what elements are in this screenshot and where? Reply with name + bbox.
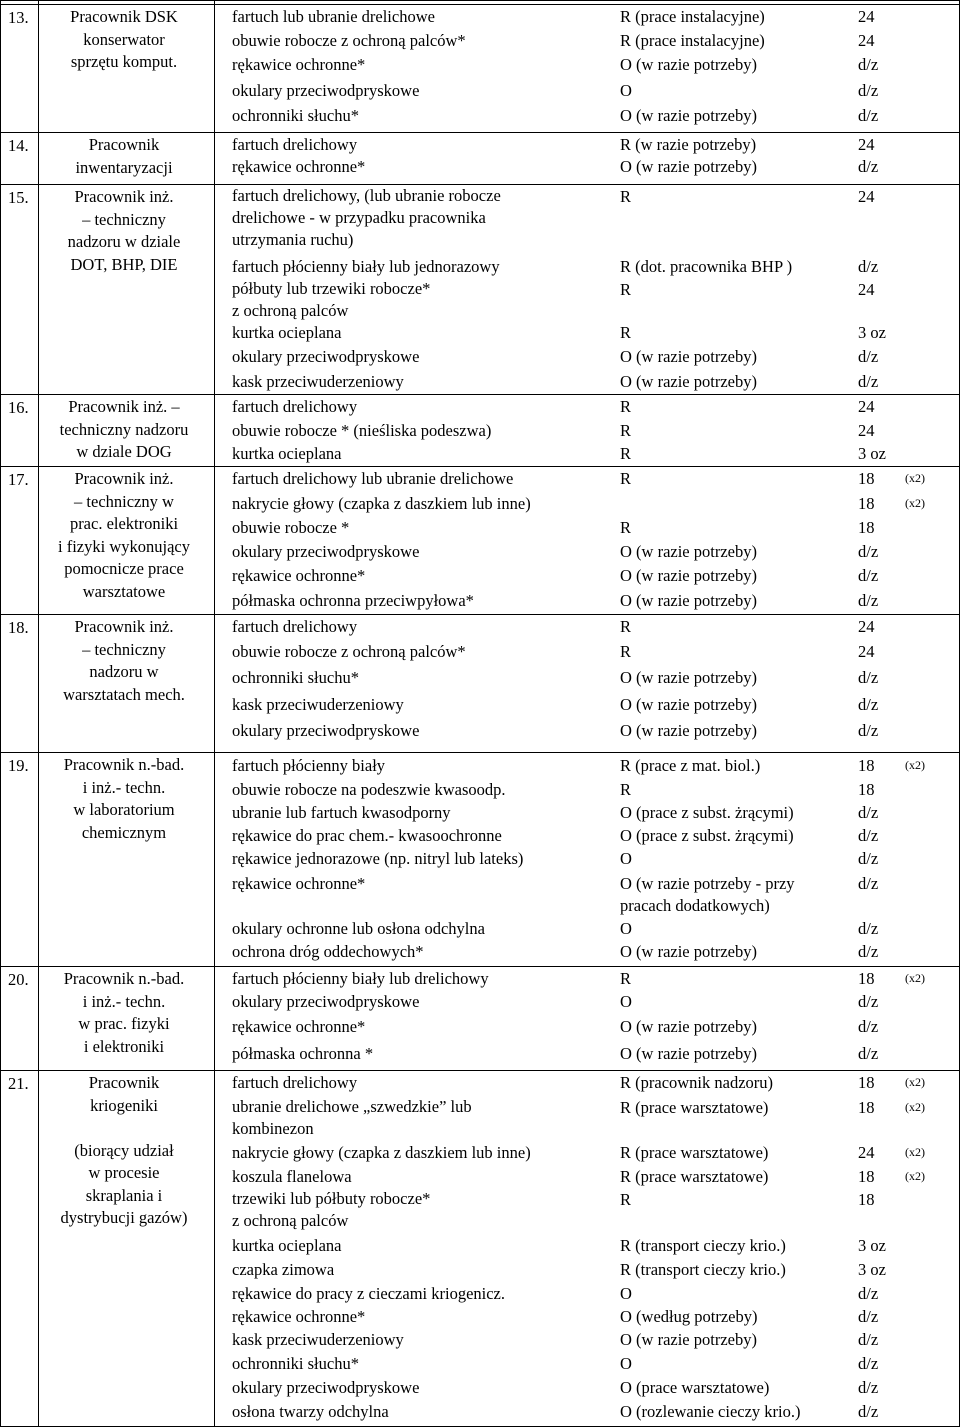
section-number: 20. xyxy=(8,970,29,989)
usage-note: O xyxy=(620,992,632,1011)
usage-note: O (prace z subst. żrącymi) xyxy=(620,803,794,822)
usage-period: 3 oz xyxy=(858,1236,886,1255)
equipment-item-line: fartuch lub ubranie drelichowe xyxy=(232,7,435,26)
equipment-item xyxy=(232,516,349,540)
equipment-item xyxy=(232,693,404,717)
section-divider xyxy=(0,752,960,753)
equipment-item-line: okulary przeciwodpryskowe xyxy=(232,81,420,100)
equipment-item-line: fartuch drelichowy xyxy=(232,135,358,154)
usage-note: O (w razie potrzeby) xyxy=(620,1044,757,1063)
column-divider xyxy=(0,0,1,1427)
usage-period: 24 xyxy=(858,7,875,26)
usage-period: 18 xyxy=(858,780,875,799)
usage-period: 3 oz xyxy=(858,1260,886,1279)
section-number: 19. xyxy=(8,756,29,775)
equipment-item xyxy=(232,442,342,466)
worker-position-line: prac. elektroniki xyxy=(69,514,179,533)
worker-position-line: skraplania i xyxy=(85,1185,163,1205)
equipment-item-line: obuwie robocze na podeszwie kwasoodp. xyxy=(232,780,506,799)
equipment-item-line: półmaska ochronna przeciwpyłowa* xyxy=(232,591,474,610)
equipment-item xyxy=(232,640,466,664)
equipment-item xyxy=(232,1188,430,1232)
equipment-item xyxy=(232,345,419,369)
equipment-item-line: fartuch drelichowy xyxy=(232,397,358,416)
usage-note: O xyxy=(620,849,632,868)
worker-position xyxy=(40,396,208,464)
equipment-item xyxy=(232,1141,531,1165)
usage-period: 24 xyxy=(858,31,875,50)
quantity-multiplier: (x2) xyxy=(905,1100,925,1114)
usage-note: O xyxy=(620,1284,632,1303)
usage-note: O (w razie potrzeby) xyxy=(620,591,757,610)
equipment-item xyxy=(232,1042,373,1066)
equipment-item-line: z ochroną palców xyxy=(232,1211,349,1230)
equipment-item-line: rękawice jednorazowe (np. nitryl lub lateks) xyxy=(232,849,524,868)
equipment-item xyxy=(232,1305,365,1329)
worker-position-line: w laboratorium xyxy=(73,800,175,819)
equipment-item xyxy=(232,1400,389,1424)
equipment-item-line: koszula flanelowa xyxy=(232,1167,352,1186)
section-divider xyxy=(0,4,960,5)
worker-position-line: pomocnicze prace xyxy=(64,559,184,578)
worker-position-line: i inż.- techn. xyxy=(82,777,166,797)
usage-period: d/z xyxy=(858,566,879,585)
equipment-item-line: rękawice ochronne* xyxy=(232,55,366,74)
equipment-item-line: fartuch płócienny biały lub jednorazowy xyxy=(232,257,500,276)
equipment-item-line: drelichowe - w przypadku pracownika xyxy=(232,208,486,227)
equipment-item-line: nakrycie głowy (czapka z daszkiem lub inne) xyxy=(232,494,531,513)
equipment-item-line: fartuch płócienny biały xyxy=(232,756,386,775)
equipment-item xyxy=(232,540,419,564)
worker-position-line: warsztatowe xyxy=(82,581,166,601)
equipment-item-line: rękawice ochronne* xyxy=(232,566,366,585)
worker-position xyxy=(40,134,208,179)
worker-position-line: chemicznym xyxy=(81,822,167,842)
worker-position-line: Pracownik xyxy=(88,135,160,154)
equipment-item xyxy=(232,467,513,491)
usage-period: 24 xyxy=(858,135,875,154)
usage-period: d/z xyxy=(858,55,879,74)
usage-note: R xyxy=(620,444,632,463)
usage-note: R (prace warsztatowe) xyxy=(620,1167,769,1186)
worker-position-line: konserwator xyxy=(83,29,165,49)
usage-note: O (w razie potrzeby) xyxy=(620,566,757,585)
usage-period: d/z xyxy=(858,81,879,100)
usage-period: d/z xyxy=(858,106,879,125)
usage-period: d/z xyxy=(858,919,879,938)
equipment-item xyxy=(232,940,424,964)
usage-note: O (w razie potrzeby) xyxy=(620,157,757,176)
usage-period: 18 xyxy=(858,969,875,988)
usage-note: R (prace instalacyjne) xyxy=(620,31,765,50)
equipment-item-line: obuwie robocze * xyxy=(232,518,350,537)
equipment-item xyxy=(232,872,365,896)
usage-note: O (rozlewanie cieczy krio.) xyxy=(620,1402,801,1421)
usage-period: d/z xyxy=(858,849,879,868)
usage-period: d/z xyxy=(858,591,879,610)
usage-note: O (w razie potrzeby) xyxy=(620,1330,757,1349)
equipment-item-line: obuwie robocze z ochroną palców* xyxy=(232,31,466,50)
usage-period: 24 xyxy=(858,1143,875,1162)
usage-period: 3 oz xyxy=(858,444,886,463)
usage-note: R xyxy=(620,969,632,988)
equipment-item-line: rękawice do prac chem.- kwasoochronne xyxy=(232,826,502,845)
usage-note: R xyxy=(620,1190,632,1209)
worker-position-line: Pracownik inż. – xyxy=(68,397,180,416)
equipment-item-line: ochronniki słuchu* xyxy=(232,668,359,687)
usage-note: R xyxy=(620,187,632,206)
usage-note: R xyxy=(620,469,632,488)
usage-period: d/z xyxy=(858,1284,879,1303)
equipment-item xyxy=(232,847,523,871)
equipment-item xyxy=(232,824,502,848)
equipment-item xyxy=(232,1376,419,1400)
equipment-item-line: trzewiki lub półbuty robocze* xyxy=(232,1189,431,1208)
usage-note: O (w razie potrzeby) xyxy=(620,1017,757,1036)
equipment-item-line: kask przeciwuderzeniowy xyxy=(232,695,404,714)
usage-period: d/z xyxy=(858,1307,879,1326)
worker-position-line: Pracownik n.-bad. xyxy=(63,969,185,988)
equipment-item xyxy=(232,917,485,941)
usage-period: d/z xyxy=(858,347,879,366)
section-number: 14. xyxy=(8,136,29,155)
worker-position-line: – techniczny xyxy=(82,639,166,659)
usage-period: d/z xyxy=(858,803,879,822)
column-divider xyxy=(38,0,39,1427)
usage-note: O xyxy=(620,919,632,938)
worker-position xyxy=(40,6,208,74)
equipment-item-line: rękawice ochronne* xyxy=(232,1017,366,1036)
usage-note: R xyxy=(620,642,632,661)
quantity-multiplier: (x2) xyxy=(905,1169,925,1183)
section-number: 18. xyxy=(8,618,29,637)
quantity-multiplier: (x2) xyxy=(905,496,925,510)
equipment-item-line: kask przeciwuderzeniowy xyxy=(232,372,404,391)
equipment-item-line: fartuch drelichowy lub ubranie drelichowe xyxy=(232,469,514,488)
worker-position-line: Pracownik n.-bad. xyxy=(63,755,185,774)
usage-note: R (transport cieczy krio.) xyxy=(620,1236,786,1255)
equipment-item-line: utrzymania ruchu) xyxy=(232,230,354,249)
usage-period: d/z xyxy=(858,1378,879,1397)
usage-note: O (w razie potrzeby) xyxy=(620,106,757,125)
equipment-item-line: osłona twarzy odchylna xyxy=(232,1402,389,1421)
equipment-item xyxy=(232,278,430,322)
usage-period: d/z xyxy=(858,826,879,845)
usage-note: O (w razie potrzeby - przy xyxy=(620,874,795,893)
usage-period: d/z xyxy=(858,1330,879,1349)
section-divider xyxy=(0,1070,960,1071)
equipment-item-line: fartuch drelichowy xyxy=(232,617,358,636)
section-divider xyxy=(0,132,960,133)
section-number: 21. xyxy=(8,1074,29,1093)
worker-position-line: nadzoru w xyxy=(89,662,159,681)
usage-period: 18 xyxy=(858,494,875,513)
worker-position-line: – techniczny xyxy=(82,209,166,229)
usage-note: O (w razie potrzeby) xyxy=(620,668,757,687)
equipment-item xyxy=(232,754,385,778)
equipment-item-line: ochrona dróg oddechowych* xyxy=(232,942,424,961)
usage-note: O (w razie potrzeby) xyxy=(620,372,757,391)
quantity-multiplier: (x2) xyxy=(905,971,925,985)
usage-note: R xyxy=(620,780,632,799)
equipment-item-line: okulary przeciwodpryskowe xyxy=(232,1378,420,1397)
equipment-item-line: z ochroną palców xyxy=(232,301,349,320)
usage-note: R (prace z mat. biol.) xyxy=(620,756,761,775)
usage-period: 18 xyxy=(858,1073,875,1092)
equipment-item-line: ubranie lub fartuch kwasodporny xyxy=(232,803,451,822)
worker-position-line: Pracownik DSK xyxy=(70,7,178,26)
usage-note: R xyxy=(620,421,632,440)
usage-note: O (w razie potrzeby) xyxy=(620,347,757,366)
equipment-item xyxy=(232,395,357,419)
worker-position-line: i elektroniki xyxy=(83,1036,165,1056)
usage-note: R (prace warsztatowe) xyxy=(620,1098,769,1117)
equipment-item-line: okulary ochronne lub osłona odchylna xyxy=(232,919,485,938)
equipment-item xyxy=(232,719,419,743)
equipment-item-line: okulary przeciwodpryskowe xyxy=(232,542,420,561)
equipment-item xyxy=(232,29,466,53)
worker-position xyxy=(40,1072,208,1230)
equipment-item-line: rękawice ochronne* xyxy=(232,874,366,893)
equipment-item-line: ochronniki słuchu* xyxy=(232,1354,359,1373)
equipment-item-line: rękawice do pracy z cieczami kriogenicz. xyxy=(232,1284,506,1303)
equipment-item xyxy=(232,370,404,394)
equipment-item xyxy=(232,1234,342,1258)
worker-position-line: – techniczny w xyxy=(74,491,174,511)
worker-position-line: w dziale DOG xyxy=(76,442,172,461)
equipment-item-line: rękawice ochronne* xyxy=(232,157,366,176)
usage-note: R (dot. pracownika BHP ) xyxy=(620,257,793,276)
section-number: 17. xyxy=(8,470,29,489)
usage-note: R xyxy=(620,617,632,636)
usage-period: d/z xyxy=(858,157,879,176)
usage-period: d/z xyxy=(858,542,879,561)
usage-period: 18 xyxy=(858,1098,875,1117)
usage-period: 24 xyxy=(858,397,875,416)
equipment-item-line: fartuch drelichowy xyxy=(232,1073,358,1092)
worker-position-line: i fizyki wykonujący xyxy=(58,536,190,556)
usage-period: d/z xyxy=(858,1354,879,1373)
usage-note: O (według potrzeby) xyxy=(620,1307,758,1326)
usage-period: 18 xyxy=(858,1167,875,1186)
worker-position xyxy=(40,468,208,603)
equipment-item xyxy=(232,1071,357,1095)
equipment-item xyxy=(232,967,489,991)
usage-period: d/z xyxy=(858,1017,879,1036)
usage-period: 24 xyxy=(858,187,875,206)
equipment-item-line: ochronniki słuchu* xyxy=(232,106,359,125)
usage-note: R (prace warsztatowe) xyxy=(620,1143,769,1162)
equipment-item xyxy=(232,589,474,613)
usage-note: O (w razie potrzeby) xyxy=(620,55,757,74)
usage-period: 24 xyxy=(858,642,875,661)
equipment-item xyxy=(232,1096,472,1140)
equipment-item-line: kurtka ocieplana xyxy=(232,444,342,463)
usage-note: R (pracownik nadzoru) xyxy=(620,1073,774,1092)
worker-position-line: Pracownik inż. xyxy=(74,469,174,488)
worker-position xyxy=(40,186,208,276)
usage-note: O (w razie potrzeby) xyxy=(620,542,757,561)
usage-note: O (prace z subst. żrącymi) xyxy=(620,826,794,845)
worker-position-line: techniczny nadzoru xyxy=(59,419,189,439)
usage-note: R (prace instalacyjne) xyxy=(620,7,765,26)
usage-note: O (w razie potrzeby) xyxy=(620,721,757,740)
equipment-item xyxy=(232,104,359,128)
equipment-item xyxy=(232,564,365,588)
worker-position xyxy=(40,616,208,706)
equipment-item xyxy=(232,801,451,825)
section-number: 13. xyxy=(8,8,29,27)
quantity-multiplier: (x2) xyxy=(905,1075,925,1089)
usage-period: d/z xyxy=(858,992,879,1011)
quantity-multiplier: (x2) xyxy=(905,758,925,772)
usage-note: O xyxy=(620,81,632,100)
equipment-item-line: kurtka ocieplana xyxy=(232,1236,342,1255)
equipment-item xyxy=(232,419,491,443)
worker-position-line: Pracownik inż. xyxy=(74,617,174,636)
table-top-border xyxy=(0,0,960,1)
equipment-item xyxy=(232,255,500,279)
equipment-item xyxy=(232,5,435,29)
equipment-item-line: półmaska ochronna * xyxy=(232,1044,374,1063)
usage-note-continuation: pracach dodatkowych) xyxy=(620,896,770,915)
equipment-item xyxy=(232,1282,505,1306)
usage-note: R (transport cieczy krio.) xyxy=(620,1260,786,1279)
usage-period: d/z xyxy=(858,668,879,687)
equipment-item-line: ubranie drelichowe „szwedzkie” lub xyxy=(232,1097,472,1116)
equipment-item-line: rękawice ochronne* xyxy=(232,1307,366,1326)
usage-period: 18 xyxy=(858,1190,875,1209)
usage-period: d/z xyxy=(858,695,879,714)
worker-position-line: w prac. fizyki xyxy=(78,1014,170,1033)
equipment-item-line: fartuch drelichowy, (lub ubranie robocze xyxy=(232,186,501,205)
section-divider xyxy=(0,394,960,395)
usage-note: R xyxy=(620,518,632,537)
equipment-item-line: półbuty lub trzewiki robocze* xyxy=(232,279,431,298)
usage-note: O (w razie potrzeby) xyxy=(620,942,757,961)
usage-period: d/z xyxy=(858,874,879,893)
usage-period: d/z xyxy=(858,257,879,276)
equipment-item xyxy=(232,990,419,1014)
worker-position-line: (biorący udział xyxy=(74,1140,174,1160)
usage-period: 3 oz xyxy=(858,323,886,342)
equipment-item-line: obuwie robocze z ochroną palców* xyxy=(232,642,466,661)
worker-position-line: DOT, BHP, DIE xyxy=(70,254,178,274)
quantity-multiplier: (x2) xyxy=(905,1145,925,1159)
equipment-item-line: kurtka ocieplana xyxy=(232,323,342,342)
worker-position-line: Pracownik inż. xyxy=(74,187,174,206)
equipment-item xyxy=(232,1258,334,1282)
equipment-item xyxy=(232,1328,404,1352)
usage-period: 18 xyxy=(858,756,875,775)
usage-period: 24 xyxy=(858,421,875,440)
equipment-item xyxy=(232,666,359,690)
equipment-item xyxy=(232,79,419,103)
usage-period: 18 xyxy=(858,469,875,488)
equipment-item-line: nakrycie głowy (czapka z daszkiem lub inne) xyxy=(232,1143,531,1162)
usage-period: d/z xyxy=(858,1044,879,1063)
worker-position-line: kriogeniki xyxy=(90,1095,158,1115)
section-number: 16. xyxy=(8,398,29,417)
equipment-item-line: okulary przeciwodpryskowe xyxy=(232,992,420,1011)
worker-position-line: nadzoru w dziale xyxy=(67,232,181,251)
equipment-item xyxy=(232,615,357,639)
equipment-item-line: czapka zimowa xyxy=(232,1260,335,1279)
equipment-item xyxy=(232,1352,359,1376)
usage-note: O xyxy=(620,1354,632,1373)
usage-note: R (w razie potrzeby) xyxy=(620,135,757,154)
usage-period: d/z xyxy=(858,372,879,391)
equipment-item xyxy=(232,321,342,345)
usage-note: O (w razie potrzeby) xyxy=(620,695,757,714)
equipment-item-line: kask przeciwuderzeniowy xyxy=(232,1330,404,1349)
worker-position-line: i inż.- techn. xyxy=(82,991,166,1011)
worker-position-line: w procesie xyxy=(88,1163,160,1182)
section-divider xyxy=(0,614,960,615)
equipment-item-line: okulary przeciwodpryskowe xyxy=(232,347,420,366)
worker-position-line: sprzętu komput. xyxy=(70,52,178,71)
usage-note: R xyxy=(620,397,632,416)
usage-period: 18 xyxy=(858,518,875,537)
equipment-item-line: obuwie robocze * (nieśliska podeszwa) xyxy=(232,421,492,440)
section-number: 15. xyxy=(8,188,29,207)
equipment-item xyxy=(232,155,365,179)
worker-position xyxy=(40,968,208,1058)
column-divider xyxy=(214,0,215,1427)
usage-period: d/z xyxy=(858,721,879,740)
equipment-item xyxy=(232,1165,352,1189)
worker-position-line: dystrybucji gazów) xyxy=(60,1208,188,1227)
equipment-item xyxy=(232,492,531,516)
usage-note: R xyxy=(620,323,632,342)
usage-period: 24 xyxy=(858,617,875,636)
worker-position-line xyxy=(40,1117,208,1140)
usage-note: R xyxy=(620,280,632,299)
quantity-multiplier: (x2) xyxy=(905,471,925,485)
equipment-item-line: fartuch płócienny biały lub drelichowy xyxy=(232,969,489,988)
equipment-item-line: okulary przeciwodpryskowe xyxy=(232,721,420,740)
equipment-item xyxy=(232,53,365,77)
usage-period: d/z xyxy=(858,942,879,961)
worker-position-line: inwentaryzacji xyxy=(75,157,173,177)
equipment-item xyxy=(232,1015,365,1039)
usage-note: O (prace warsztatowe) xyxy=(620,1378,770,1397)
equipment-item xyxy=(232,185,501,251)
worker-position xyxy=(40,754,208,844)
worker-position-line: Pracownik xyxy=(88,1073,160,1092)
equipment-item xyxy=(232,778,506,802)
usage-period: 24 xyxy=(858,280,875,299)
worker-position-line: warsztatach mech. xyxy=(63,684,185,704)
usage-period: d/z xyxy=(858,1402,879,1421)
equipment-item-line: kombinezon xyxy=(232,1119,314,1138)
equipment-item xyxy=(232,133,357,157)
